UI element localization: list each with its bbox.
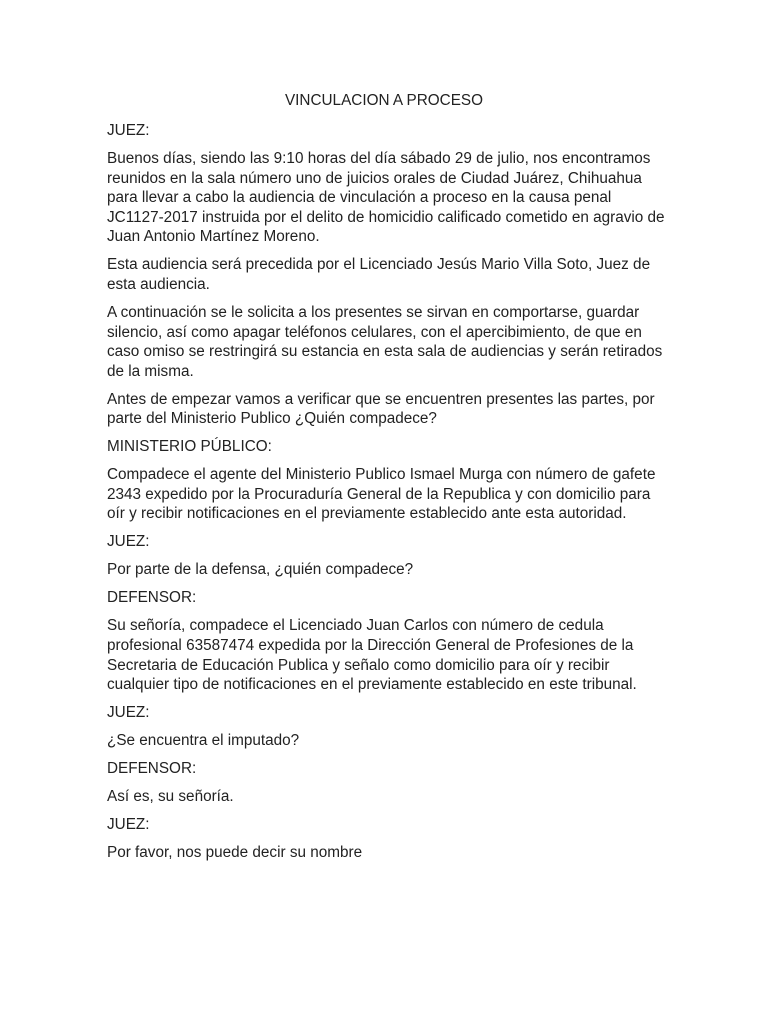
text-line: profesional 63587474 expedida por la Dirección General de Profesiones de la — [107, 636, 634, 654]
text-line: Secretaria de Educación Publica y señalo como domicilio para oír y recibir — [107, 656, 610, 674]
paragraph-verify-parties — [107, 390, 663, 429]
text-line: JUEZ: — [107, 533, 150, 551]
text-line: Su señoría, compadece el Licenciado Juan Carlos con número de cedula — [107, 617, 604, 635]
paragraph-defense-response — [107, 616, 663, 694]
text-line: Por parte de la defensa, ¿quién compadece? — [107, 561, 414, 579]
text-line: oír y recibir notificaciones en el previamente establecido ante esta autoridad. — [107, 505, 627, 523]
text-line: reunidos en la sala número uno de juicios orales de Ciudad Juárez, Chihuahua — [107, 169, 642, 187]
text-line: JUEZ: — [107, 122, 150, 139]
paragraph-name-request — [107, 843, 663, 863]
speaker-juez — [107, 121, 663, 141]
text-line: para llevar a cabo la audiencia de vinculación a proceso en la causa penal — [107, 189, 612, 207]
text-line: Esta audiencia será precedida por el Licenciado Jesús Mario Villa Soto, Juez de — [107, 256, 651, 274]
text-line: A continuación se le solicita a los presentes se sirvan en comportarse, guardar — [107, 303, 640, 321]
text-line: parte del Ministerio Publico ¿Quién compadece? — [107, 410, 437, 428]
text-line: Compadece el agente del Ministerio Publico Ismael Murga con número de gafete — [107, 466, 656, 484]
text-line: JC1127-2017 instruida por el delito de homicidio calificado cometido en agravio de — [107, 208, 665, 226]
text-line: silencio, así como apagar teléfonos celulares, con el apercibimiento, de que en — [107, 323, 642, 341]
paragraph-defense-question — [107, 560, 663, 580]
speaker-juez — [107, 703, 663, 723]
text-line: esta audiencia. — [107, 275, 210, 293]
text-line: JUEZ: — [107, 816, 150, 834]
text-line: ¿Se encuentra el imputado? — [107, 732, 300, 750]
paragraph-imputado-answer — [107, 787, 663, 807]
text-line: de la misma. — [107, 362, 194, 380]
speaker-defensor — [107, 588, 663, 608]
text-line: JUEZ: — [107, 704, 150, 722]
text-line: MINISTERIO PÚBLICO: — [107, 438, 272, 456]
document-title: VINCULACION A PROCESO — [284, 92, 484, 109]
speaker-juez — [107, 815, 663, 835]
paragraph-opening — [107, 149, 663, 247]
text-line: Por favor, nos puede decir su nombre — [107, 844, 363, 862]
text-line: DEFENSOR: — [107, 589, 197, 607]
document-body — [107, 121, 663, 871]
paragraph-conduct — [107, 303, 663, 381]
paragraph-imputado-question — [107, 731, 663, 751]
text-line: 2343 expedido por la Procuraduría General de la Republica y con domicilio para — [107, 485, 651, 503]
text-line: Buenos días, siendo las 9:10 horas del día sábado 29 de julio, nos encontramos — [107, 149, 651, 167]
text-line: caso omiso se restringirá su estancia en esta sala de audiencias y serán retirados — [107, 343, 663, 361]
paragraph-ministerio-response — [107, 465, 663, 524]
speaker-ministerio-publico — [107, 437, 663, 457]
text-line: Así es, su señoría. — [107, 788, 234, 806]
text-line: Juan Antonio Martínez Moreno. — [107, 228, 320, 246]
paragraph-presiding — [107, 255, 663, 294]
speaker-juez — [107, 532, 663, 552]
speaker-defensor — [107, 759, 663, 779]
text-line: cualquier tipo de notificaciones en el previamente establecido en este tribunal. — [107, 676, 637, 694]
text-line: Antes de empezar vamos a verificar que se encuentren presentes las partes, por — [107, 390, 655, 408]
text-line: DEFENSOR: — [107, 760, 197, 778]
